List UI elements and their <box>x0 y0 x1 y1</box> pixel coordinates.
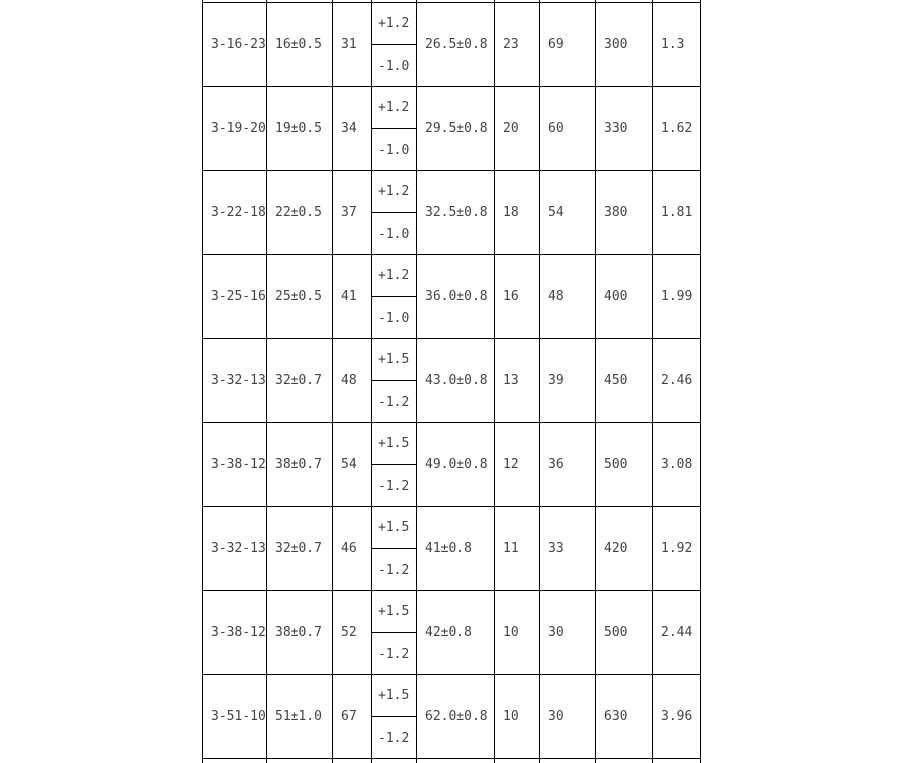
cell-model-code: 3-51-10 <box>202 675 267 759</box>
tolerance-plus: +1.5 <box>372 423 416 465</box>
cell-model-code: 3-32-13 <box>202 339 267 423</box>
cell-model-code: 3-22-18 <box>202 171 267 255</box>
table-row <box>202 507 703 591</box>
table-row <box>202 675 703 759</box>
cell-dimension-1: 51±1.0 <box>267 675 333 759</box>
tolerance-minus: -1.2 <box>378 562 410 578</box>
cell-dimension-1: 22±0.5 <box>267 171 333 255</box>
cell-tolerance <box>372 423 417 507</box>
cell-value-5: 1.81 <box>653 171 701 255</box>
cell-model-code: 3-19-20 <box>202 87 267 171</box>
table-row <box>202 87 703 171</box>
cell-dimension-1: 38±0.7 <box>267 423 333 507</box>
cell-model-code: 3-25-16 <box>202 255 267 339</box>
cell-model-code: 3-16-23 <box>202 3 267 87</box>
cell-dimension-1: 19±0.5 <box>267 87 333 171</box>
cell-value-4: 330 <box>596 87 653 171</box>
tolerance-plus: +1.5 <box>372 591 416 633</box>
cell-value-3: 33 <box>540 507 596 591</box>
cell-dimension-1: 38±0.7 <box>267 591 333 675</box>
cell-value-3: 60 <box>540 87 596 171</box>
tolerance-minus: -1.2 <box>378 646 410 662</box>
cell-dimension-2: 49.0±0.8 <box>417 423 495 507</box>
cell-empty <box>333 759 372 763</box>
cell-empty <box>495 759 540 763</box>
cell-value-2: 10 <box>495 591 540 675</box>
cell-empty <box>372 759 417 763</box>
cell-value-3: 54 <box>540 171 596 255</box>
cell-dimension-2: 36.0±0.8 <box>417 255 495 339</box>
tolerance-plus: +1.5 <box>372 675 416 717</box>
cell-tolerance <box>372 255 417 339</box>
cell-dimension-2: 43.0±0.8 <box>417 339 495 423</box>
table-row <box>202 3 703 87</box>
tolerance-plus: +1.2 <box>372 87 416 129</box>
spec-table <box>202 0 703 763</box>
tolerance-minus: -1.0 <box>378 310 410 326</box>
cell-empty <box>202 759 267 763</box>
cell-value-5: 2.44 <box>653 591 701 675</box>
cell-empty <box>596 759 653 763</box>
tolerance-minus: -1.0 <box>378 226 410 242</box>
table-row <box>202 255 703 339</box>
cell-dimension-2: 26.5±0.8 <box>417 3 495 87</box>
cell-dimension-2: 41±0.8 <box>417 507 495 591</box>
tolerance-plus: +1.2 <box>372 171 416 213</box>
cell-value-5: 1.92 <box>653 507 701 591</box>
cell-value-2: 20 <box>495 87 540 171</box>
cell-dimension-2: 62.0±0.8 <box>417 675 495 759</box>
cell-tolerance <box>372 507 417 591</box>
cell-value-1: 54 <box>333 423 372 507</box>
cell-tolerance <box>372 675 417 759</box>
cell-dimension-1: 32±0.7 <box>267 339 333 423</box>
cell-value-4: 450 <box>596 339 653 423</box>
cell-value-1: 37 <box>333 171 372 255</box>
cell-tolerance <box>372 339 417 423</box>
cell-value-3: 36 <box>540 423 596 507</box>
cell-value-1: 52 <box>333 591 372 675</box>
cell-value-1: 31 <box>333 3 372 87</box>
tolerance-plus: +1.5 <box>372 339 416 381</box>
cell-empty <box>417 759 495 763</box>
cell-value-2: 11 <box>495 507 540 591</box>
cell-value-5: 1.3 <box>653 3 701 87</box>
cell-value-2: 16 <box>495 255 540 339</box>
cell-value-1: 46 <box>333 507 372 591</box>
cell-value-1: 34 <box>333 87 372 171</box>
tolerance-minus: -1.2 <box>378 394 410 410</box>
table-row-partial-bottom <box>202 759 703 763</box>
cell-dimension-2: 42±0.8 <box>417 591 495 675</box>
cell-value-2: 10 <box>495 675 540 759</box>
cell-value-4: 420 <box>596 507 653 591</box>
table-row <box>202 339 703 423</box>
cell-value-5: 2.46 <box>653 339 701 423</box>
cell-value-2: 23 <box>495 3 540 87</box>
cell-value-2: 18 <box>495 171 540 255</box>
cell-tolerance <box>372 591 417 675</box>
tolerance-plus: +1.2 <box>372 3 416 45</box>
cell-tolerance <box>372 87 417 171</box>
cell-value-1: 48 <box>333 339 372 423</box>
cell-value-5: 3.96 <box>653 675 701 759</box>
cell-value-2: 13 <box>495 339 540 423</box>
cell-empty <box>267 759 333 763</box>
cell-dimension-1: 32±0.7 <box>267 507 333 591</box>
cell-model-code: 3-32-13 <box>202 507 267 591</box>
cell-model-code: 3-38-12 <box>202 591 267 675</box>
cell-value-5: 3.08 <box>653 423 701 507</box>
cell-empty <box>653 759 701 763</box>
cell-value-4: 500 <box>596 423 653 507</box>
cell-tolerance <box>372 171 417 255</box>
tolerance-minus: -1.2 <box>378 730 410 746</box>
cell-value-4: 380 <box>596 171 653 255</box>
cell-value-3: 48 <box>540 255 596 339</box>
cell-tolerance <box>372 3 417 87</box>
cell-value-3: 39 <box>540 339 596 423</box>
cell-value-4: 400 <box>596 255 653 339</box>
cell-value-3: 30 <box>540 675 596 759</box>
cell-dimension-1: 25±0.5 <box>267 255 333 339</box>
tolerance-minus: -1.0 <box>378 142 410 158</box>
table-row <box>202 423 703 507</box>
cell-value-4: 500 <box>596 591 653 675</box>
cell-value-3: 69 <box>540 3 596 87</box>
cell-value-2: 12 <box>495 423 540 507</box>
table-row <box>202 591 703 675</box>
tolerance-minus: -1.0 <box>378 58 410 74</box>
cell-value-5: 1.99 <box>653 255 701 339</box>
cell-value-4: 630 <box>596 675 653 759</box>
tolerance-minus: -1.2 <box>378 478 410 494</box>
cell-model-code: 3-38-12 <box>202 423 267 507</box>
cell-value-1: 67 <box>333 675 372 759</box>
cell-value-5: 1.62 <box>653 87 701 171</box>
cell-value-4: 300 <box>596 3 653 87</box>
tolerance-plus: +1.5 <box>372 507 416 549</box>
cell-value-1: 41 <box>333 255 372 339</box>
cell-empty <box>540 759 596 763</box>
cell-dimension-2: 32.5±0.8 <box>417 171 495 255</box>
cell-dimension-2: 29.5±0.8 <box>417 87 495 171</box>
cell-dimension-1: 16±0.5 <box>267 3 333 87</box>
table-row <box>202 171 703 255</box>
cell-value-3: 30 <box>540 591 596 675</box>
tolerance-plus: +1.2 <box>372 255 416 297</box>
